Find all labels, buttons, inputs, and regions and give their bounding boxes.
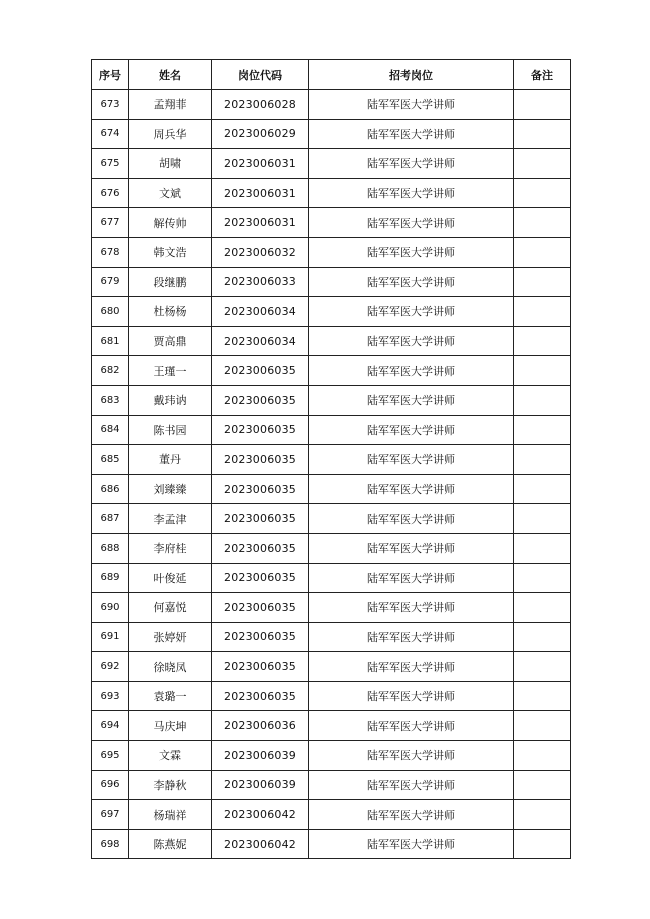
header-name: 姓名 [129,60,212,90]
cell-recruited-position: 陆军军医大学讲师 [309,770,514,800]
cell-recruited-position: 陆军军医大学讲师 [309,652,514,682]
cell-position-code: 2023006035 [212,681,309,711]
cell-name: 陈燕妮 [129,829,212,859]
roster-sheet [91,59,570,859]
cell-position-code: 2023006042 [212,800,309,830]
table-row [92,297,571,327]
table-row [92,593,571,623]
cell-remarks [514,415,571,445]
cell-name: 李静秋 [129,770,212,800]
cell-remarks [514,267,571,297]
cell-recruited-position: 陆军军医大学讲师 [309,297,514,327]
cell-remarks [514,445,571,475]
table-header [92,60,571,90]
cell-serial-number: 691 [92,622,129,652]
table-row [92,711,571,741]
cell-name: 袁璐一 [129,681,212,711]
cell-name: 杨瑞祥 [129,800,212,830]
cell-serial-number: 688 [92,533,129,563]
cell-name: 韩文浩 [129,237,212,267]
cell-serial-number: 682 [92,356,129,386]
cell-serial-number: 673 [92,90,129,120]
cell-remarks [514,119,571,149]
cell-remarks [514,504,571,534]
cell-remarks [514,237,571,267]
cell-position-code: 2023006031 [212,149,309,179]
cell-serial-number: 678 [92,237,129,267]
cell-remarks [514,533,571,563]
cell-name: 李孟津 [129,504,212,534]
cell-recruited-position: 陆军军医大学讲师 [309,829,514,859]
table-row [92,445,571,475]
cell-name: 李府桂 [129,533,212,563]
cell-serial-number: 675 [92,149,129,179]
cell-remarks [514,149,571,179]
table-row [92,178,571,208]
cell-position-code: 2023006035 [212,622,309,652]
cell-name: 段继鹏 [129,267,212,297]
header-recruited-position: 招考岗位 [309,60,514,90]
cell-position-code: 2023006035 [212,385,309,415]
cell-serial-number: 695 [92,741,129,771]
cell-position-code: 2023006034 [212,326,309,356]
table-body [92,90,571,859]
cell-name: 董丹 [129,445,212,475]
cell-recruited-position: 陆军军医大学讲师 [309,385,514,415]
cell-remarks [514,681,571,711]
cell-remarks [514,356,571,386]
cell-remarks [514,326,571,356]
cell-name: 王瑾一 [129,356,212,386]
cell-recruited-position: 陆军军医大学讲师 [309,474,514,504]
table-row [92,356,571,386]
cell-position-code: 2023006035 [212,356,309,386]
header-position-code: 岗位代码 [212,60,309,90]
cell-recruited-position: 陆军军医大学讲师 [309,208,514,238]
cell-name: 徐晓凤 [129,652,212,682]
table-row [92,533,571,563]
table-row [92,681,571,711]
cell-serial-number: 694 [92,711,129,741]
cell-name: 叶俊延 [129,563,212,593]
table-row [92,208,571,238]
cell-recruited-position: 陆军军医大学讲师 [309,445,514,475]
table-row [92,622,571,652]
cell-name: 杜杨杨 [129,297,212,327]
cell-name: 何嘉悦 [129,593,212,623]
cell-serial-number: 683 [92,385,129,415]
cell-position-code: 2023006035 [212,474,309,504]
header-serial-number: 序号 [92,60,129,90]
cell-serial-number: 679 [92,267,129,297]
header-row [92,60,571,90]
header-remarks: 备注 [514,60,571,90]
cell-remarks [514,385,571,415]
cell-name: 马庆坤 [129,711,212,741]
table-row [92,829,571,859]
cell-position-code: 2023006039 [212,770,309,800]
table-row [92,267,571,297]
table-row [92,652,571,682]
table-row [92,237,571,267]
table-row [92,119,571,149]
cell-position-code: 2023006028 [212,90,309,120]
cell-name: 孟翔菲 [129,90,212,120]
cell-recruited-position: 陆军军医大学讲师 [309,563,514,593]
cell-serial-number: 674 [92,119,129,149]
cell-remarks [514,652,571,682]
cell-name: 文霖 [129,741,212,771]
cell-remarks [514,711,571,741]
cell-name: 文斌 [129,178,212,208]
cell-position-code: 2023006042 [212,829,309,859]
cell-serial-number: 685 [92,445,129,475]
cell-remarks [514,208,571,238]
table-row [92,326,571,356]
cell-recruited-position: 陆军军医大学讲师 [309,149,514,179]
cell-position-code: 2023006034 [212,297,309,327]
cell-name: 刘臻臻 [129,474,212,504]
cell-position-code: 2023006035 [212,652,309,682]
cell-serial-number: 684 [92,415,129,445]
cell-recruited-position: 陆军军医大学讲师 [309,326,514,356]
table-row [92,770,571,800]
cell-recruited-position: 陆军军医大学讲师 [309,593,514,623]
cell-position-code: 2023006036 [212,711,309,741]
cell-serial-number: 693 [92,681,129,711]
cell-recruited-position: 陆军军医大学讲师 [309,741,514,771]
cell-serial-number: 692 [92,652,129,682]
cell-position-code: 2023006039 [212,741,309,771]
cell-serial-number: 690 [92,593,129,623]
cell-name: 戴玮讷 [129,385,212,415]
table-row [92,149,571,179]
cell-recruited-position: 陆军军医大学讲师 [309,356,514,386]
cell-position-code: 2023006035 [212,593,309,623]
table-row [92,385,571,415]
cell-recruited-position: 陆军军医大学讲师 [309,800,514,830]
cell-recruited-position: 陆军军医大学讲师 [309,622,514,652]
cell-remarks [514,593,571,623]
cell-recruited-position: 陆军军医大学讲师 [309,711,514,741]
cell-serial-number: 676 [92,178,129,208]
cell-recruited-position: 陆军军医大学讲师 [309,415,514,445]
cell-remarks [514,474,571,504]
cell-remarks [514,563,571,593]
table-row [92,90,571,120]
candidate-table [91,59,571,859]
cell-remarks [514,800,571,830]
cell-name: 周兵华 [129,119,212,149]
cell-name: 胡啸 [129,149,212,179]
cell-position-code: 2023006035 [212,533,309,563]
table-row [92,800,571,830]
cell-serial-number: 681 [92,326,129,356]
cell-recruited-position: 陆军军医大学讲师 [309,178,514,208]
cell-name: 陈书园 [129,415,212,445]
cell-serial-number: 689 [92,563,129,593]
cell-serial-number: 696 [92,770,129,800]
cell-recruited-position: 陆军军医大学讲师 [309,533,514,563]
cell-name: 张婷妍 [129,622,212,652]
cell-recruited-position: 陆军军医大学讲师 [309,237,514,267]
cell-remarks [514,829,571,859]
cell-serial-number: 697 [92,800,129,830]
cell-position-code: 2023006031 [212,208,309,238]
cell-serial-number: 680 [92,297,129,327]
cell-name: 贾高鼎 [129,326,212,356]
cell-serial-number: 677 [92,208,129,238]
table-row [92,741,571,771]
cell-position-code: 2023006035 [212,563,309,593]
table-row [92,415,571,445]
cell-remarks [514,770,571,800]
cell-position-code: 2023006032 [212,237,309,267]
cell-recruited-position: 陆军军医大学讲师 [309,90,514,120]
cell-position-code: 2023006035 [212,415,309,445]
table-row [92,563,571,593]
cell-name: 解传帅 [129,208,212,238]
cell-remarks [514,297,571,327]
cell-remarks [514,90,571,120]
cell-recruited-position: 陆军军医大学讲师 [309,267,514,297]
cell-remarks [514,178,571,208]
cell-position-code: 2023006033 [212,267,309,297]
cell-serial-number: 687 [92,504,129,534]
cell-serial-number: 686 [92,474,129,504]
table-row [92,504,571,534]
cell-position-code: 2023006029 [212,119,309,149]
cell-recruited-position: 陆军军医大学讲师 [309,504,514,534]
cell-remarks [514,741,571,771]
cell-recruited-position: 陆军军医大学讲师 [309,119,514,149]
cell-position-code: 2023006035 [212,445,309,475]
cell-position-code: 2023006035 [212,504,309,534]
cell-remarks [514,622,571,652]
cell-recruited-position: 陆军军医大学讲师 [309,681,514,711]
table-row [92,474,571,504]
cell-serial-number: 698 [92,829,129,859]
cell-position-code: 2023006031 [212,178,309,208]
